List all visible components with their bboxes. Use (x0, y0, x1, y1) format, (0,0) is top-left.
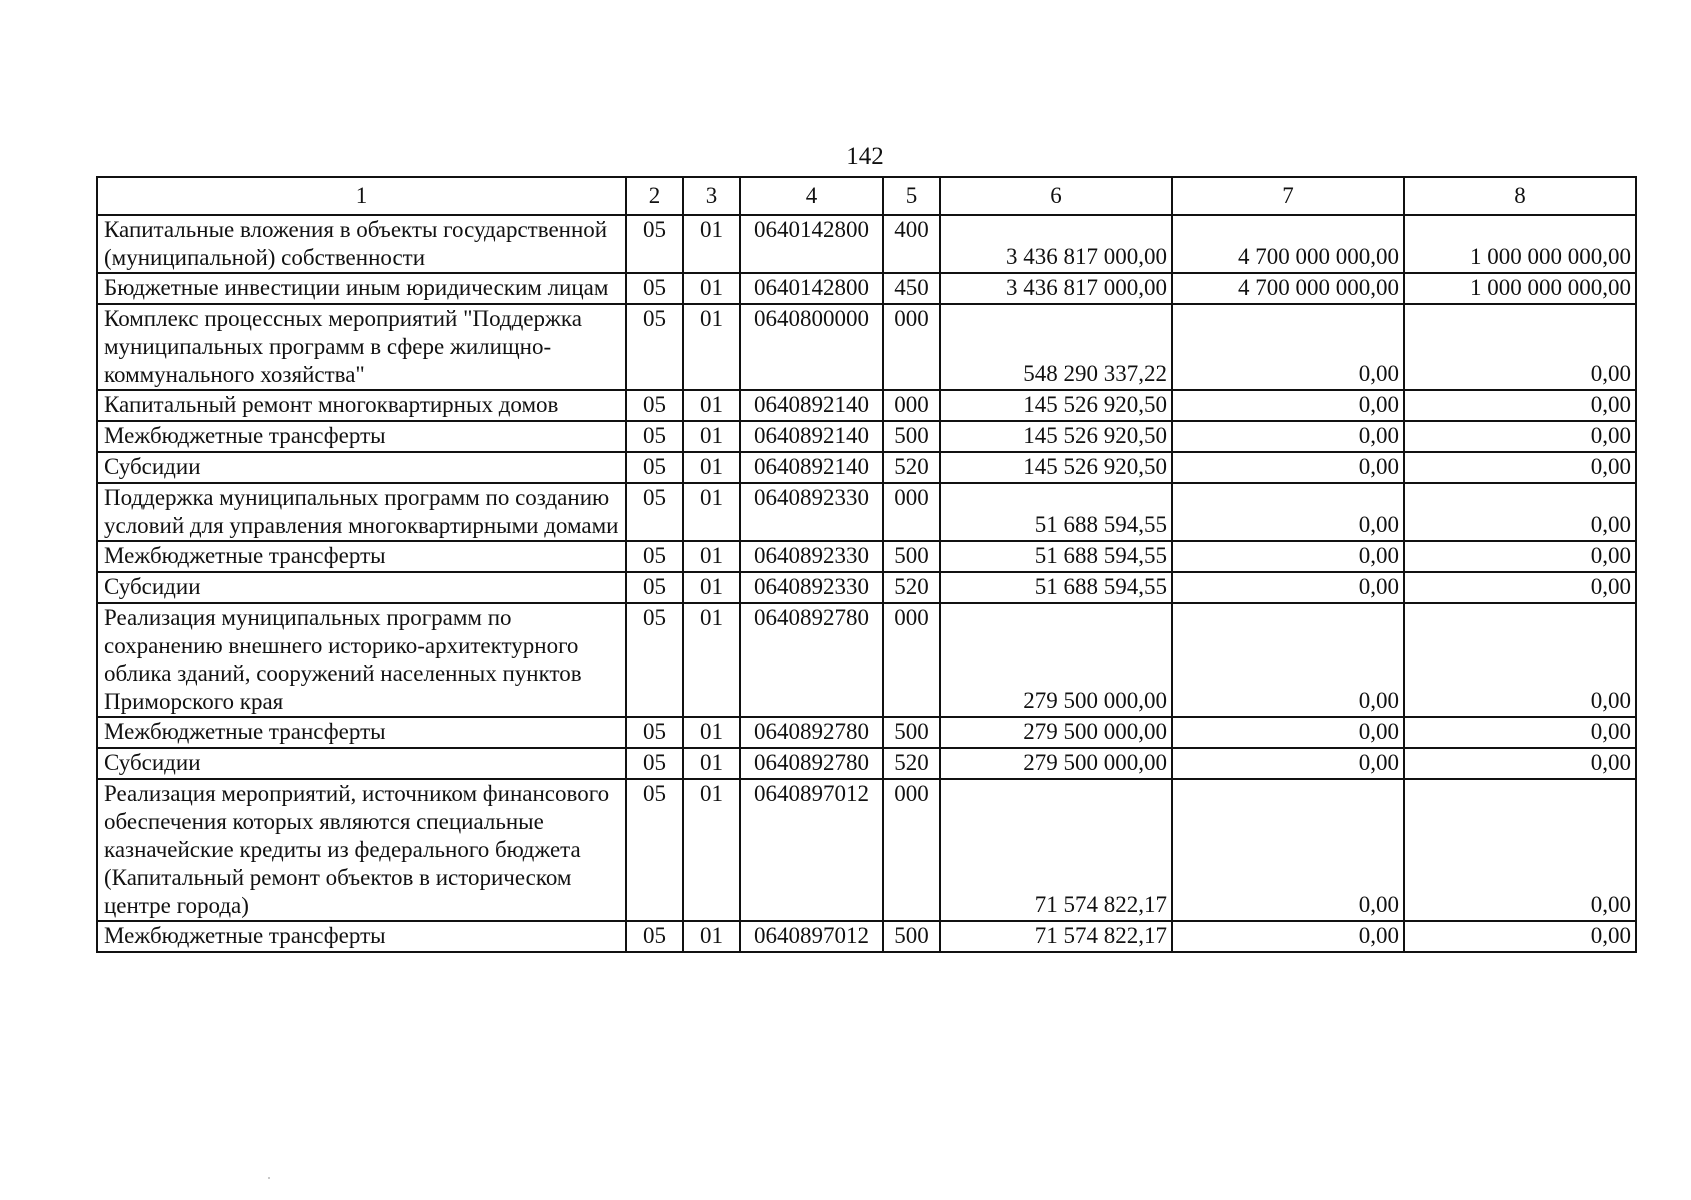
cell-expense-type: 000 (883, 779, 940, 921)
cell-expense-type: 500 (883, 421, 940, 452)
cell-amount-6: 3 436 817 000,00 (940, 215, 1172, 273)
cell-expense-type: 500 (883, 717, 940, 748)
table-row (97, 572, 1636, 603)
cell-amount-8: 0,00 (1404, 717, 1636, 748)
cell-amount-7: 0,00 (1172, 304, 1404, 390)
cell-name: Капитальный ремонт многоквартирных домов (97, 390, 626, 421)
cell-name: Капитальные вложения в объекты государственной (муниципальной) собственности (97, 215, 626, 273)
cell-amount-8: 0,00 (1404, 921, 1636, 952)
cell-amount-7: 0,00 (1172, 541, 1404, 572)
cell-subsection: 01 (683, 215, 740, 273)
cell-target-code: 0640892140 (740, 390, 883, 421)
cell-expense-type: 000 (883, 304, 940, 390)
cell-subsection: 01 (683, 483, 740, 541)
cell-subsection: 01 (683, 717, 740, 748)
cell-amount-8: 0,00 (1404, 483, 1636, 541)
cell-expense-type: 520 (883, 572, 940, 603)
cell-amount-8: 0,00 (1404, 541, 1636, 572)
table-row (97, 603, 1636, 717)
cell-name: Межбюджетные трансферты (97, 421, 626, 452)
cell-expense-type: 520 (883, 748, 940, 779)
cell-subsection: 01 (683, 273, 740, 304)
table-row (97, 541, 1636, 572)
cell-section: 05 (626, 215, 683, 273)
cell-amount-7: 0,00 (1172, 452, 1404, 483)
cell-name: Бюджетные инвестиции иным юридическим лицам (97, 273, 626, 304)
cell-amount-6: 145 526 920,50 (940, 390, 1172, 421)
cell-target-code: 0640892780 (740, 748, 883, 779)
cell-subsection: 01 (683, 390, 740, 421)
header-cell-2: 2 (626, 177, 683, 215)
table-row (97, 748, 1636, 779)
cell-amount-8: 0,00 (1404, 304, 1636, 390)
header-cell-1: 1 (97, 177, 626, 215)
cell-amount-7: 0,00 (1172, 572, 1404, 603)
cell-amount-6: 71 574 822,17 (940, 921, 1172, 952)
cell-name: Комплекс процессных мероприятий "Поддержка муниципальных программ в сфере жилищно-коммунального хозяйства" (97, 304, 626, 390)
cell-amount-6: 145 526 920,50 (940, 421, 1172, 452)
cell-section: 05 (626, 390, 683, 421)
table-row (97, 273, 1636, 304)
cell-amount-7: 0,00 (1172, 717, 1404, 748)
cell-amount-7: 4 700 000 000,00 (1172, 215, 1404, 273)
cell-target-code: 0640800000 (740, 304, 883, 390)
cell-target-code: 0640897012 (740, 779, 883, 921)
cell-subsection: 01 (683, 421, 740, 452)
cell-amount-8: 0,00 (1404, 452, 1636, 483)
cell-target-code: 0640892330 (740, 483, 883, 541)
cell-amount-7: 0,00 (1172, 421, 1404, 452)
table-row (97, 483, 1636, 541)
cell-subsection: 01 (683, 748, 740, 779)
cell-section: 05 (626, 273, 683, 304)
cell-section: 05 (626, 483, 683, 541)
table-body (97, 177, 1636, 952)
cell-name: Реализация муниципальных программ по сохранению внешнего историко-архитектурного облика зданий, сооружений населенных пунктов Приморского края (97, 603, 626, 717)
table-row (97, 304, 1636, 390)
cell-section: 05 (626, 541, 683, 572)
cell-target-code: 0640142800 (740, 273, 883, 304)
table-row (97, 921, 1636, 952)
cell-amount-6: 548 290 337,22 (940, 304, 1172, 390)
cell-amount-6: 279 500 000,00 (940, 717, 1172, 748)
cell-amount-8: 0,00 (1404, 390, 1636, 421)
cell-subsection: 01 (683, 452, 740, 483)
budget-table (96, 176, 1637, 953)
cell-target-code: 0640892780 (740, 717, 883, 748)
cell-section: 05 (626, 421, 683, 452)
cell-section: 05 (626, 452, 683, 483)
cell-amount-7: 0,00 (1172, 603, 1404, 717)
cell-target-code: 0640142800 (740, 215, 883, 273)
cell-amount-7: 0,00 (1172, 921, 1404, 952)
cell-section: 05 (626, 921, 683, 952)
cell-subsection: 01 (683, 603, 740, 717)
cell-section: 05 (626, 603, 683, 717)
cell-section: 05 (626, 717, 683, 748)
cell-expense-type: 500 (883, 541, 940, 572)
cell-section: 05 (626, 304, 683, 390)
header-row (97, 177, 1636, 215)
table-row (97, 390, 1636, 421)
cell-target-code: 0640892330 (740, 572, 883, 603)
cell-amount-6: 71 574 822,17 (940, 779, 1172, 921)
cell-amount-6: 279 500 000,00 (940, 603, 1172, 717)
cell-target-code: 0640892330 (740, 541, 883, 572)
cell-amount-8: 0,00 (1404, 572, 1636, 603)
cell-target-code: 0640897012 (740, 921, 883, 952)
header-cell-6: 6 (940, 177, 1172, 215)
cell-section: 05 (626, 748, 683, 779)
cell-name: Межбюджетные трансферты (97, 717, 626, 748)
cell-expense-type: 500 (883, 921, 940, 952)
header-cell-8: 8 (1404, 177, 1636, 215)
cell-expense-type: 520 (883, 452, 940, 483)
table-row (97, 452, 1636, 483)
cell-target-code: 0640892780 (740, 603, 883, 717)
cell-amount-6: 145 526 920,50 (940, 452, 1172, 483)
cell-section: 05 (626, 572, 683, 603)
cell-name: Субсидии (97, 452, 626, 483)
table-row (97, 215, 1636, 273)
cell-amount-6: 51 688 594,55 (940, 572, 1172, 603)
cell-expense-type: 000 (883, 483, 940, 541)
cell-amount-7: 0,00 (1172, 779, 1404, 921)
header-cell-3: 3 (683, 177, 740, 215)
cell-amount-7: 0,00 (1172, 390, 1404, 421)
cell-amount-6: 51 688 594,55 (940, 483, 1172, 541)
cell-amount-6: 51 688 594,55 (940, 541, 1172, 572)
cell-amount-7: 0,00 (1172, 483, 1404, 541)
cell-expense-type: 400 (883, 215, 940, 273)
cell-amount-7: 4 700 000 000,00 (1172, 273, 1404, 304)
cell-name: Межбюджетные трансферты (97, 541, 626, 572)
table-row (97, 779, 1636, 921)
table-row (97, 717, 1636, 748)
cell-target-code: 0640892140 (740, 421, 883, 452)
cell-subsection: 01 (683, 572, 740, 603)
scan-speck (268, 1177, 270, 1179)
header-cell-5: 5 (883, 177, 940, 215)
cell-expense-type: 000 (883, 390, 940, 421)
cell-name: Поддержка муниципальных программ по созданию условий для управления многоквартирными домами (97, 483, 626, 541)
header-cell-7: 7 (1172, 177, 1404, 215)
cell-name: Межбюджетные трансферты (97, 921, 626, 952)
table-row (97, 421, 1636, 452)
cell-expense-type: 000 (883, 603, 940, 717)
cell-subsection: 01 (683, 779, 740, 921)
cell-expense-type: 450 (883, 273, 940, 304)
cell-subsection: 01 (683, 921, 740, 952)
cell-amount-8: 0,00 (1404, 748, 1636, 779)
cell-amount-7: 0,00 (1172, 748, 1404, 779)
cell-target-code: 0640892140 (740, 452, 883, 483)
cell-subsection: 01 (683, 541, 740, 572)
cell-amount-8: 0,00 (1404, 421, 1636, 452)
cell-name: Реализация мероприятий, источником финансового обеспечения которых являются специальные казначейские кредиты из федерального бюджета (Капитальный ремонт объектов в историческом центре города) (97, 779, 626, 921)
cell-name: Субсидии (97, 572, 626, 603)
page-number: 142 (846, 143, 884, 170)
cell-amount-8: 1 000 000 000,00 (1404, 215, 1636, 273)
cell-subsection: 01 (683, 304, 740, 390)
cell-amount-6: 279 500 000,00 (940, 748, 1172, 779)
cell-amount-8: 1 000 000 000,00 (1404, 273, 1636, 304)
cell-name: Субсидии (97, 748, 626, 779)
header-cell-4: 4 (740, 177, 883, 215)
cell-amount-6: 3 436 817 000,00 (940, 273, 1172, 304)
cell-section: 05 (626, 779, 683, 921)
cell-amount-8: 0,00 (1404, 603, 1636, 717)
cell-amount-8: 0,00 (1404, 779, 1636, 921)
